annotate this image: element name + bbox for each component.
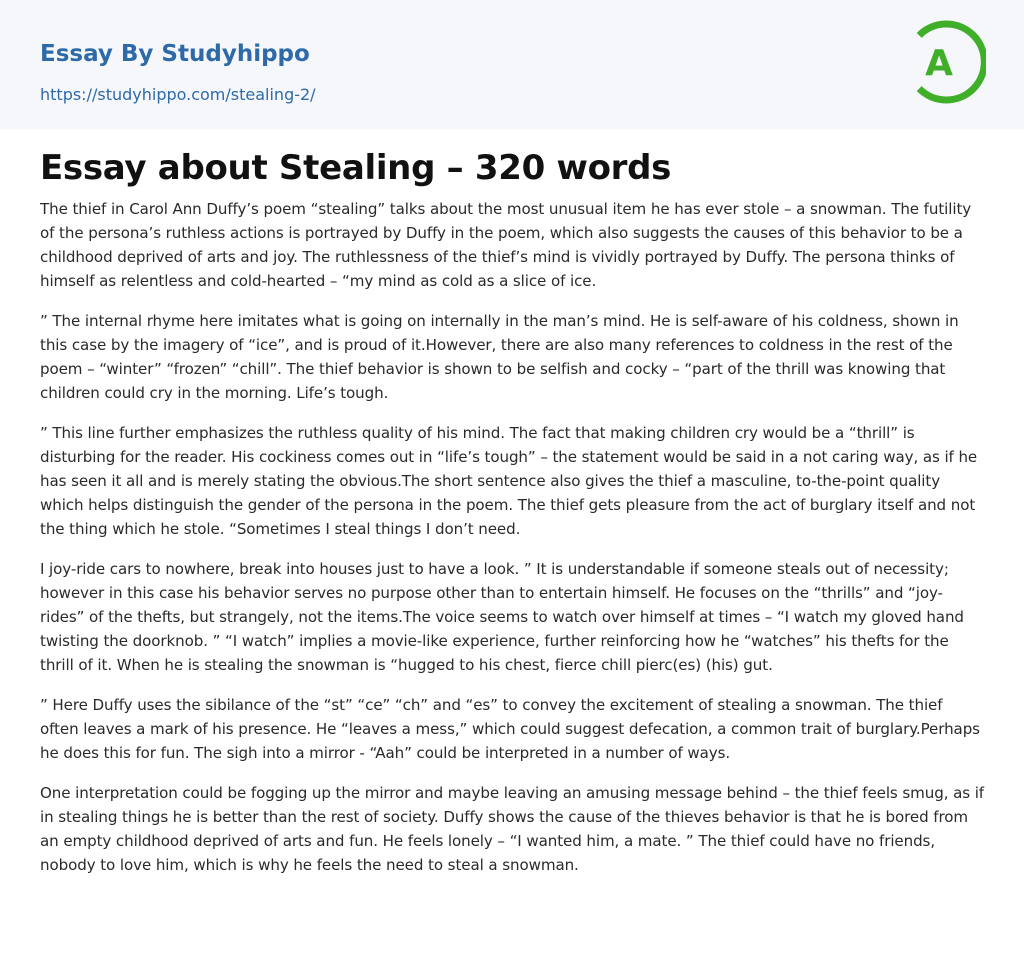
logo-svg	[912, 19, 986, 105]
brand-title[interactable]: Essay By Studyhippo	[40, 41, 310, 67]
article-paragraph-3: ” This line further emphasizes the ruthless quality of his mind. The fact that making children cry would be a “thrill” is disturbing for the reader. His cockiness comes out in “life’s tough” – the statement would be said in a not caring way, as if he has seen it all and is merely stating the obvious.The short sentence also gives the thief a masculine, to-the-point quality which helps distinguish the gender of the persona in the poem. The thief gets pleasure from the act of burglary itself and not the thing which he stole. “Sometimes I steal things I don’t need.	[40, 424, 978, 538]
article-paragraph-4: I joy-ride cars to nowhere, break into houses just to have a look. ” It is understandable if someone steals out of necessity; however in this case his behavior serves no purpose other than to entertain himself. He focuses on the “thrills” and “joy-rides” of the thefts, but strangely, not the items.The voice seems to watch over himself at times – “I watch my gloved hand twisting the doorknob. ” “I watch” implies a movie-like experience, further reinforcing how he “watches” his thefts for the thrill of it. When he is stealing the snowman is “hugged to his chest, fierce chill pierc(es) (his) gut.	[40, 560, 964, 674]
article	[40, 146, 984, 893]
article-paragraph-6: One interpretation could be fogging up the mirror and maybe leaving an amusing message behind – the thief feels smug, as if in stealing things he is better than the rest of society. Duffy shows the cause of the thieves behavior is that he is bored from an empty childhood deprived of arts and fun. He feels lonely – “I wanted him, a mate. ” The thief could have no friends, nobody to love him, which is why he feels the need to steal a snowman.	[40, 784, 985, 874]
logo-letter: A	[925, 43, 953, 84]
article-title: Essay about Stealing – 320 words	[40, 148, 672, 188]
article-paragraph-2: ” The internal rhyme here imitates what is going on internally in the man’s mind. He is self-aware of his coldness, shown in this case by the imagery of “ice”, and is proud of it.However, there are also many references to coldness in the rest of the poem – “winter” “frozen” “chill”. The thief behavior is shown to be selfish and cocky – “part of the thrill was knowing that children could cry in the morning. Life’s tough.	[40, 312, 959, 402]
source-url-link[interactable]: https://studyhippo.com/stealing-2/	[40, 85, 316, 104]
article-paragraph-5: ” Here Duffy uses the sibilance of the “st” “ce” “ch” and “es” to convey the excitement of stealing a snowman. The thief often leaves a mark of his presence. He “leaves a mess,” which could suggest defecation, a common trait of burglary.Perhaps he does this for fun. The sigh into a mirror - “Aah” could be interpreted in a number of ways.	[40, 696, 980, 762]
studyhippo-logo-icon[interactable]	[912, 19, 986, 105]
site-header	[0, 0, 1024, 129]
article-paragraph-1: The thief in Carol Ann Duffy’s poem “stealing” talks about the most unusual item he has ever stole – a snowman. The futility of the persona’s ruthless actions is portrayed by Duffy in the poem, which also suggests the causes of this behavior to be a childhood deprived of arts and joy. The ruthlessness of the thief’s mind is vividly portrayed by Duffy. The persona thinks of himself as relentless and cold-hearted – “my mind as cold as a slice of ice.	[40, 200, 972, 290]
